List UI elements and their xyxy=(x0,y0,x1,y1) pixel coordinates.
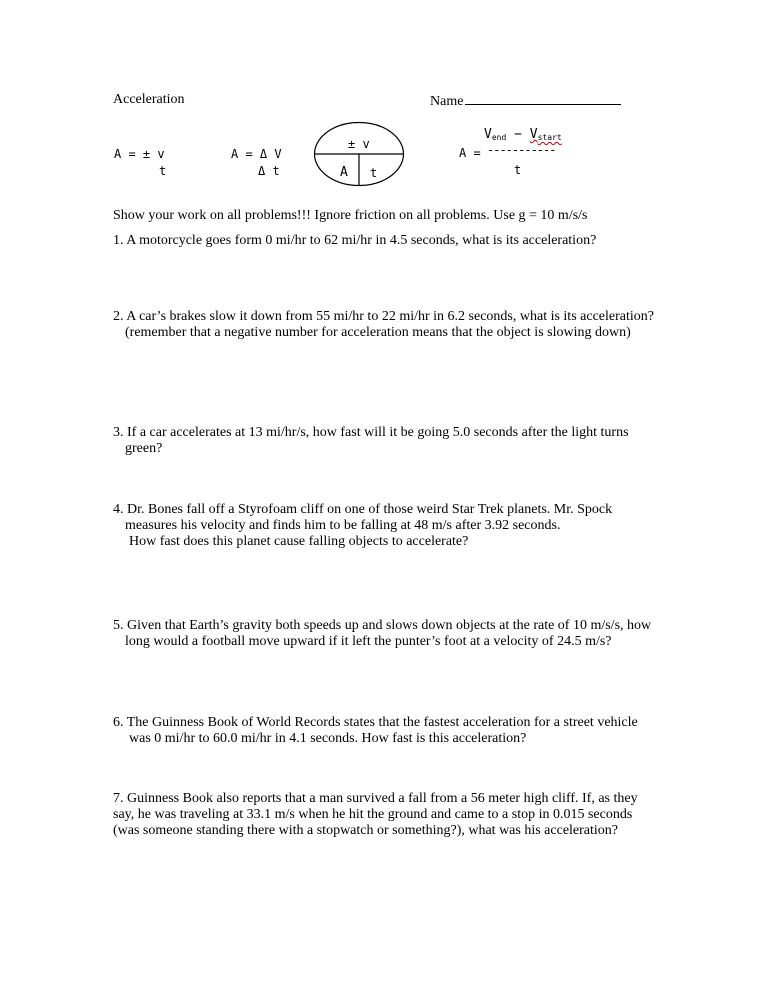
v-start-subscript: start xyxy=(537,133,562,142)
problem-1-line-1: 1. A motorcycle goes form 0 mi/hr to 62 mi/hr in 4.5 seconds, what is its acceleration? xyxy=(113,233,597,248)
v-end-subscript: end xyxy=(491,133,507,142)
name-label: Name xyxy=(430,94,464,109)
problem-2-line-1: 2. A car’s brakes slow it down from 55 mi/hr to 22 mi/hr in 6.2 seconds, what is its acceleration? xyxy=(113,309,654,324)
problem-5 xyxy=(113,618,651,650)
problem-5-line-1: 5. Given that Earth’s gravity both speeds up and slows down objects at the rate of 10 m/s/s, how xyxy=(113,618,652,633)
circle-right-label: t xyxy=(370,166,378,180)
formula-3-fraction-line: ----------- xyxy=(487,143,556,157)
problem-6-line-2: was 0 mi/hr to 60.0 mi/hr in 4.1 seconds. How fast is this acceleration? xyxy=(129,731,527,746)
problem-7-line-1: 7. Guinness Book also reports that a man survived a fall from a 56 meter high cliff. If, as they xyxy=(113,791,638,806)
problem-6-line-1: 6. The Guinness Book of World Records states that the fastest acceleration for a street vehicle xyxy=(113,715,638,730)
problem-3 xyxy=(113,425,629,457)
problem-4-line-2: measures his velocity and finds him to be falling at 48 m/s after 3.92 seconds. xyxy=(125,518,561,533)
document-title: Acceleration xyxy=(113,92,185,107)
formula-3-lhs: A = xyxy=(459,146,481,160)
problem-4-line-1: 4. Dr. Bones fall off a Styrofoam cliff on one of those weird Star Trek planets. Mr. Spock xyxy=(113,502,613,517)
formula-2-numerator: A = Δ V xyxy=(231,147,282,161)
name-field[interactable] xyxy=(430,91,621,110)
v-end-symbol: V xyxy=(484,127,492,142)
minus-sign: − xyxy=(514,127,522,142)
problem-3-line-1: 3. If a car accelerates at 13 mi/hr/s, how fast will it be going 5.0 seconds after the light turns xyxy=(113,425,629,440)
formula-3-denominator: t xyxy=(514,163,522,177)
v-start-symbol: V xyxy=(529,127,538,142)
formula-2-denominator: Δ t xyxy=(258,164,280,178)
problem-2-line-2: (remember that a negative number for acceleration means that the object is slowing down) xyxy=(125,325,631,340)
problem-4-line-3: How fast does this planet cause falling objects to accelerate? xyxy=(129,534,469,549)
problem-4 xyxy=(113,502,612,550)
formula-triangle-circle xyxy=(313,121,405,187)
instructions: Show your work on all problems!!! Ignore friction on all problems. Use g = 10 m/s/s xyxy=(113,208,588,223)
problem-5-line-2: long would a football move upward if it left the punter’s foot at a velocity of 24.5 m/s? xyxy=(125,634,612,649)
formula-1-denominator: t xyxy=(159,164,167,178)
problem-7-line-2: say, he was traveling at 33.1 m/s when he hit the ground and came to a stop in 0.015 seconds xyxy=(113,807,633,822)
problem-7-line-3: (was someone standing there with a stopwatch or something?), what was his acceleration? xyxy=(113,823,619,838)
circle-left-label: A xyxy=(340,165,348,180)
problem-2 xyxy=(113,309,654,341)
problem-1 xyxy=(113,233,596,249)
problem-3-line-2: green? xyxy=(125,441,163,456)
problem-6 xyxy=(113,715,638,747)
circle-top-label: ± v xyxy=(348,137,370,151)
formula-1-numerator: A = ± v xyxy=(114,147,165,161)
name-blank-line xyxy=(465,91,621,105)
problem-7 xyxy=(113,791,638,839)
